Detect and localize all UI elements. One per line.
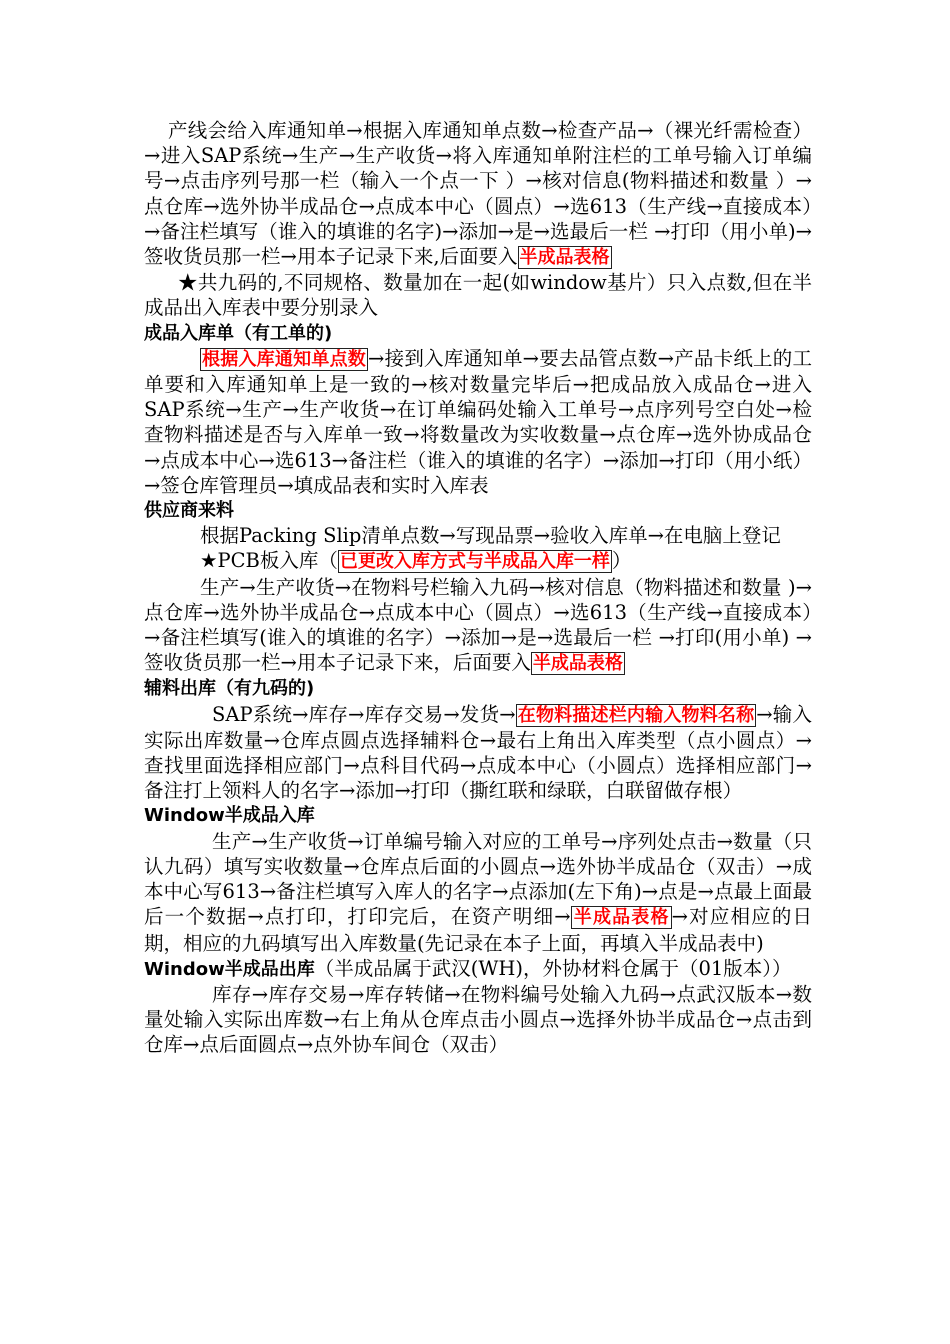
paragraph-pcb-steps <box>144 575 812 677</box>
paragraph-text: 生产→生产收货→在物料号栏输入九码→核对信息（物料描述和数量 )→点仓库→选外协半成品仓→点成本中心（圆点）→选613（生产线→直接成本）→备注栏填写(谁入的填谁的名字）→添加→是→选最后一栏 →打印(用小单) →签收货员那一栏→用本子记录下来，后面要入 <box>144 575 812 675</box>
document-body <box>144 118 812 1058</box>
paragraph-auxiliary-steps <box>144 702 812 804</box>
paragraph-text: 生产→生产收货→订单编号输入对应的工单号→序列处点击→数量（只认九码）填写实收数量→仓库点后面的小圆点→选外协半成品仓（双击）→成本中心写613→备注栏填写入库人的名字→点添加(左下角)→点是→点最上面最后一个数据→点打印，打印完后，在资产明细→ <box>144 829 812 929</box>
paragraph-text: ） <box>611 549 632 573</box>
heading-note: （半成品属于武汉(WH)，外协材料仓属于（01版本）） <box>314 956 792 980</box>
heading-text: Window半成品出库 <box>144 958 315 980</box>
heading-auxiliary-outbound: 辅料出库（有九码的) <box>144 678 315 700</box>
heading-finished-goods-receipt: 成品入库单（有工单的) <box>144 322 333 344</box>
paragraph-window-outbound-steps: 库存→库存交易→库存转储→在物料编号处输入九码→点武汉版本→数量处输入实际出库数→右上角从仓库点击小圆点→选择外协半成品仓→点击到仓库→点后面圆点→点外协车间仓（双击） <box>144 982 812 1057</box>
paragraph-text: SAP系统→库存→库存交易→发货→ <box>212 702 516 726</box>
heading-supplier-materials: 供应商来料 <box>144 500 234 522</box>
paragraph-text: 产线会给入库通知单→根据入库通知单点数→检查产品→（裸光纤需检查）→进入SAP系统→生产→生产收货→将入库通知单附注栏的工单号输入订单编号→点击序列号那一栏（输入一个点一下 ）→核对信息(物料描述和数量 ）→点仓库→选外协半成品仓→点成本中心（圆点）→选613（生产线→直接成本）→备注栏填写（谁入的填谁的名字)→添加→是→选最后一栏 →打印（用小单)→签收货员那一栏→用本子记录下来,后面要入 <box>144 119 812 269</box>
heading-window-semi-outbound <box>144 956 812 982</box>
highlight-count-by-notice: 根据入库通知单点数 <box>202 348 367 370</box>
paragraph-nine-code-note: ★共九码的,不同规格、数量加在一起(如window基片）只入点数,但在半成品出入库表中要分别录入 <box>144 271 812 320</box>
highlight-pcb-method-changed: 已更改入库方式与半成品入库一样 <box>339 551 610 573</box>
highlight-enter-material-name: 在物料描述栏内输入物料名称 <box>517 704 755 726</box>
paragraph-finished-goods-steps <box>144 346 812 498</box>
heading-window-semi-inbound: Window半成品入库 <box>144 805 315 827</box>
paragraph-text: →输入实际出库数量→仓库点圆点选择辅料仓→最右上角出入库类型（点小圆点）→查找里面选择相应部门→点科目代码→点成本中心（小圆点）选择相应部门→备注打上领料人的名字→添加→打印（撕红联和绿联，白联留做存根） <box>144 702 813 803</box>
paragraph-text: ★PCB板入库（ <box>200 549 338 573</box>
paragraph-pcb-intake <box>144 548 812 574</box>
highlight-semi-finished-table: 半成品表格 <box>572 907 670 929</box>
paragraph-text: →接到入库通知单→要去品管点数→产品卡纸上的工单要和入库通知单上是一致的→核对数量完毕后→把成品放入成品仓→进入SAP系统→生产→生产收货→在订单编码处输入工单号→点序列号空白处→检查物料描述是否与入库单一致→将数量改为实收数量→点仓库→选外协成品仓→点成本中心→选613→备注栏（谁入的填谁的名字）→添加→打印（用小纸）→签仓库管理员→填成品表和实时入库表 <box>144 346 812 497</box>
highlight-semi-finished-table: 半成品表格 <box>519 247 610 269</box>
paragraph-supplier-steps: 根据Packing Slip清单点数→写现品票→验收入库单→在电脑上登记 <box>200 524 781 548</box>
paragraph-text: →对应相应的日期，相应的九码填写出入库数量(先记录在本子上面，再填入半成品表中) <box>144 905 813 955</box>
highlight-semi-finished-table: 半成品表格 <box>532 653 623 675</box>
paragraph-production-intake <box>144 118 812 270</box>
paragraph-window-inbound-steps <box>144 829 812 956</box>
